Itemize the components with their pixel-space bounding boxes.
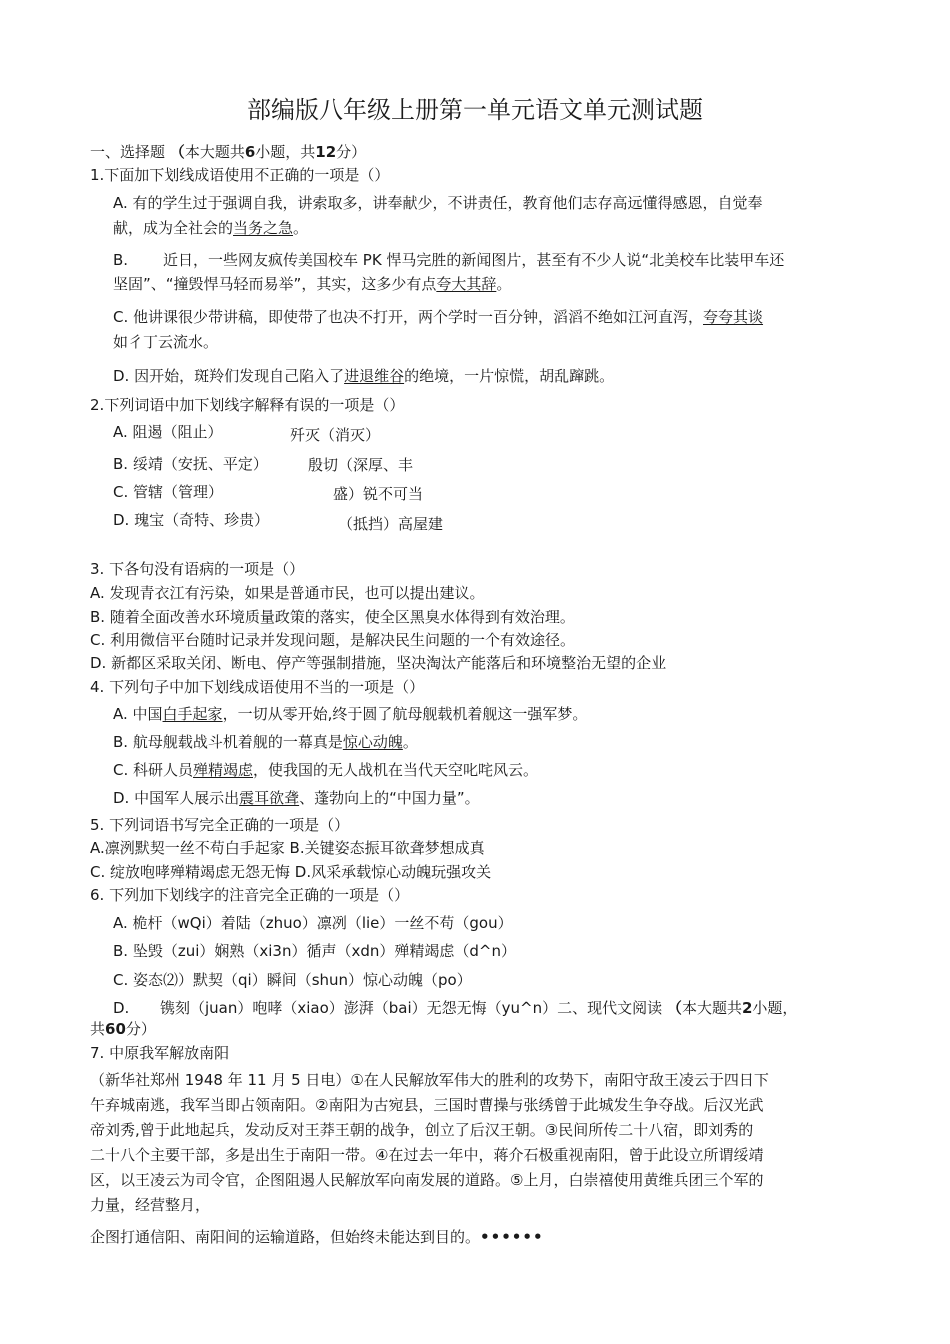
section2-count: 2 [741,999,753,1017]
section2-paren-open: （ [666,999,682,1017]
q7-passage-line-7 [90,1227,544,1247]
q2-option-d: D. 瑰宝（奇特、珍贵） [113,511,270,529]
q6-option-a: A. 桅杆（wQi）着陆（zhuo）凛冽（lie）一丝不苟（gou） [113,914,513,932]
q7-passage-text: 企图打通信阳、南阳间的运输道路，但始终未能达到目的。 [90,1228,481,1246]
q4-a-end: ，一切从零开始,终于圆了航母舰载机着舰这一强军梦。 [222,705,588,723]
q1-option-b-line2 [113,274,511,294]
q1-option-d [113,366,614,386]
section2-text-2: 小题， [752,999,798,1017]
q1-a-end: 。 [293,219,309,237]
q4-option-c [113,760,538,780]
q1-d-underlined-idiom: 进退维谷 [344,367,405,385]
q1-b-text-2: 坚固”、“撞毁悍马轻而易举”，其实，这多少有点 [113,275,437,293]
q3-option-c: C. 利用微信平台随时记录并发现问题，是解决民生问题的一个有效途径。 [90,631,576,649]
section-paren-open: （ [169,143,185,161]
q1-option-c-line1 [113,307,763,327]
q2-option-b: B. 绥靖（安抚、平定） [113,455,268,473]
q3-option-d: D. 新都区采取关闭、断电、停产等强制措施，坚决淘汰产能落后和环境整治无望的企业 [90,654,667,672]
q6-option-d [113,998,797,1018]
q6-option-c: C. 姿态⑵）默契（qi）瞬间（shun）惊心动魄（po） [113,971,472,989]
q3-stem: 3. 下各句没有语病的一项是（） [90,560,305,578]
page-title: 部编版八年级上册第一单元语文单元测试题 [247,96,703,124]
q7-passage-line-3: 帝刘秀,曾于此地起兵，发动反对王莽王朝的战争，创立了后汉王朝。③民间所传二十八宿，即刘秀的 [90,1121,754,1139]
q2-right-column-3: 盛）锐不可当 [333,485,424,503]
q2-option-c: C. 管辖（管理） [113,483,224,501]
q2-number: 2. [90,396,105,414]
q4-b-end: 。 [402,733,418,751]
q4-option-b [113,732,418,752]
q1-option-a-line2 [113,218,308,238]
q1-d-end: 的绝境，一片惊慌，胡乱蹿跳。 [404,367,615,385]
q4-b-underlined-idiom: 惊心动魄 [342,733,403,751]
q5-stem: 5. 下列词语书写完全正确的一项是（） [90,816,350,834]
q2-text: 下列词语中加下划线字解释有误的一项是（） [104,396,405,414]
q1-stem: 1.下面加下划线成语使用不正确的一项是（） [90,166,390,184]
q6-option-b: B. 坠毁（zui）娴熟（xi3n）循声（xdn）殚精竭虑（d^n） [113,942,516,960]
section-count: 6 [244,143,256,161]
q1-a-text: 献，成为全社会的 [113,219,234,237]
q6-d-text: 镌刻（juan）咆哮（xiao）澎湃（bai）无怨无悔（yu^n）二、现代文阅读 [160,999,663,1017]
q7-passage-line-1: （新华社郑州 1948 年 11 月 5 日电）①在人民解放军伟大的胜利的攻势下，南阳守敌王凌云于四日下 [90,1071,769,1089]
q3-option-a: A. 发现青衣江有污染，如果是普通市民，也可以提出建议。 [90,584,485,602]
q4-d-underlined-idiom: 震耳欲聋 [239,789,300,807]
q1-c-underlined-idiom: 夸夸其谈 [703,308,764,326]
q7-passage-line-2: 午弃城南逃，我军当即占领南阳。②南阳为古宛县，三国时曹操与张绣曾于此城发生争夺战。后汉光武 [90,1096,764,1114]
q4-d-text: D. 中国军人展示出 [113,789,240,807]
section-score: 12 [315,143,337,161]
q1-b-text: 近日，一些网友疯传美国校车 PK 悍马完胜的新闻图片，甚至有不少人说“北美校车比装甲车还 [163,251,785,269]
q4-option-d [113,788,480,808]
q1-option-b-line1 [113,250,784,270]
ellipsis-dots: •••••• [480,1228,544,1246]
q1-b-label: B. [113,251,129,269]
q4-c-text: C. 科研人员 [113,761,194,779]
section2-score-line [90,1019,156,1039]
q1-b-end: 。 [496,275,512,293]
q2-right-column-4: （抵挡）高屋建 [338,515,444,533]
section-prefix: 一、选择题 [90,143,166,161]
q2-right-column-1: 歼灭（消灭） [290,426,381,444]
section2-text-3: 共 [90,1020,106,1038]
q4-a-text: A. 中国 [113,705,163,723]
section-text-1: 本大题共 [184,143,245,161]
q7-stem: 7. 中原我军解放南阳 [90,1044,230,1062]
q5-options-cd: C. 绽放咆哮殚精竭虑无怨无悔 D.风采承载惊心动魄玩强攻关 [90,863,492,881]
q6-stem: 6. 下列加下划线字的注音完全正确的一项是（） [90,886,410,904]
section-text-3: 分） [336,143,367,161]
section-header [90,142,366,162]
q4-option-a [113,704,587,724]
q4-a-underlined-idiom: 白手起家 [162,705,223,723]
q1-a-underlined-idiom: 当务之急 [233,219,294,237]
q4-b-text: B. 航母舰载战斗机着舰的一幕真是 [113,733,343,751]
q4-c-underlined-idiom: 殚精竭虑 [193,761,254,779]
q2-option-a: A. 阻遏（阻止） [113,423,223,441]
q7-passage-line-6: 力量，经营整月， [90,1196,211,1214]
q5-options-ab: A.凛洌默契一丝不苟白手起家 B.关键姿态振耳欲聋梦想成真 [90,839,485,857]
q4-stem: 4. 下列句子中加下划线成语使用不当的一项是（） [90,678,425,696]
section-text-2: 小题，共 [255,143,316,161]
q4-c-end: ，使我国的无人战机在当代天空叱咤风云。 [253,761,539,779]
q3-option-b: B. 随着全面改善水环境质量政策的落实，使全区黑臭水体得到有效治理。 [90,608,575,626]
q7-passage-line-4: 二十八个主要干部，多是出生于南阳一带。④在过去一年中，蒋介石极重视南阳，曾于此设立所谓绥靖 [90,1146,764,1164]
section2-text-4: 分） [125,1020,156,1038]
q1-c-text: C. 他讲课很少带讲稿，即使带了也决不打开，两个学时一百分钟，滔滔不绝如江河直泻， [113,308,704,326]
q2-right-column-2: 殷切（深厚、丰 [308,456,414,474]
section2-score: 60 [105,1020,126,1038]
q7-passage-line-5: 区，以王凌云为司令官，企图阻遏人民解放军向南发展的道路。⑤上月，白崇禧使用黄维兵团三个军的 [90,1171,764,1189]
q1-d-text: D. 因开始，斑羚们发现自己陷入了 [113,367,345,385]
q1-b-underlined-idiom: 夸大其辞 [436,275,497,293]
q6-d-label: D. [113,999,130,1017]
q2-stem [90,395,404,415]
q1-option-a-line1: A. 有的学生过于强调自我，讲索取多，讲奉献少，不讲责任，教育他们志存高远懂得感恩，自觉奉 [113,194,763,212]
q4-d-end: 、蓬勃向上的“中国力量”。 [299,789,480,807]
section2-text-1: 本大题共 [681,999,742,1017]
q1-option-c-line2: 如彳丁云流水。 [113,333,219,351]
